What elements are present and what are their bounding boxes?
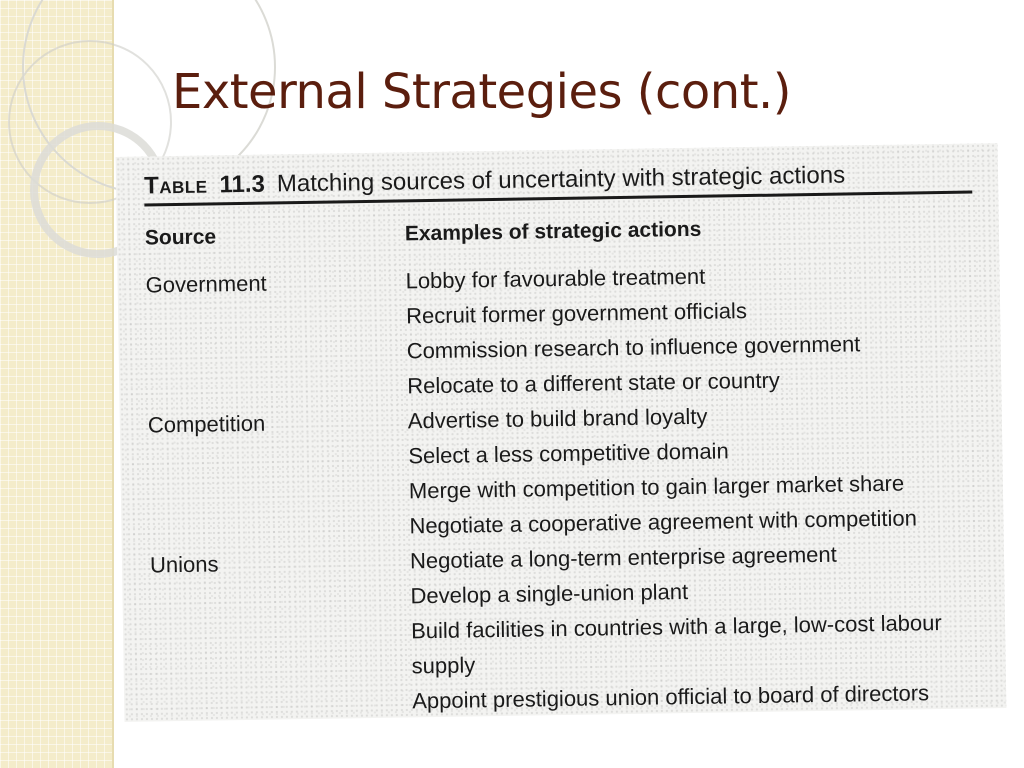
- slide-title: External Strategies (cont.): [172, 64, 792, 120]
- action-item: Develop a single-union plant: [410, 579, 689, 609]
- column-header-source: Source: [144, 225, 217, 250]
- source-government: Government: [145, 270, 267, 298]
- table-number: 11.3: [219, 170, 266, 199]
- action-item: Select a less competitive domain: [408, 438, 729, 469]
- table-title: Matching sources of uncertainty with strategic actions: [276, 161, 846, 198]
- action-item: Build facilities in countries with a large, low-cost labour: [410, 610, 942, 644]
- source-competition: Competition: [147, 410, 266, 438]
- source-unions: Unions: [149, 551, 219, 578]
- action-item: Appoint prestigious union official to board of directors: [412, 680, 930, 714]
- action-item: Merge with competition to gain larger market share: [408, 470, 905, 504]
- action-item: Advertise to build brand loyalty: [407, 403, 708, 434]
- action-item: Lobby for favourable treatment: [405, 263, 706, 294]
- action-item: Recruit former government officials: [405, 298, 748, 329]
- action-item: supply: [411, 652, 476, 679]
- scanned-table-image: [116, 143, 1007, 722]
- action-item: Commission research to influence government: [406, 331, 861, 364]
- table-label: Table: [143, 171, 208, 200]
- action-item: Negotiate a long-term enterprise agreement: [409, 541, 837, 574]
- action-item: Relocate to a different state or country: [407, 367, 780, 399]
- column-header-actions: Examples of strategic actions: [404, 217, 702, 246]
- action-item: Negotiate a cooperative agreement with competition: [409, 505, 918, 539]
